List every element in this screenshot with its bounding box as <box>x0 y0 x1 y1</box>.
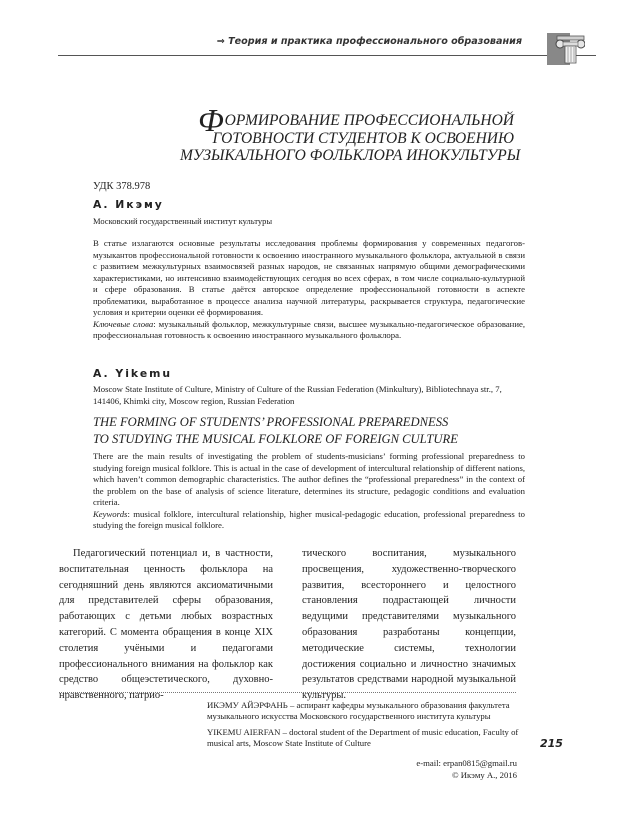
section-title: Теория и практика профессионального образования <box>228 36 522 47</box>
keywords-ru-label: Ключевые слова <box>93 318 154 329</box>
footnote-divider <box>59 692 516 693</box>
page-number: 215 <box>540 737 563 750</box>
keywords-en <box>93 509 525 532</box>
running-header <box>150 36 522 47</box>
title-en-line-2: TO STUDYING THE MUSICAL FOLKLORE OF FOREIGN CULTURE <box>93 432 458 446</box>
arrow-right-icon: ⇒ <box>216 36 225 47</box>
body-column-left: Педагогический потенциал и, в частности, воспитательная ценность фольклора на сегодняшний день являются аксиоматичными для представителей сферы образования, работающих с детьми любых возрастных категорий. С момента обращения в конце XIX столетия учёными и педагогами профессионального внимания на фольклор как средство общеэстетического, духовно-нравственного, патрио- <box>59 548 273 702</box>
article-title-en <box>93 414 525 448</box>
title-drop-initial: Ф <box>197 102 224 138</box>
column-capital-icon <box>545 32 585 66</box>
keywords-ru <box>93 319 525 342</box>
affiliation-en: Moscow State Institute of Culture, Ministry of Culture of the Russian Federation (Minkultury), Bibliotechnaya str., 7, 141406, Khimki city, Moscow region, Russian Federation <box>93 384 502 406</box>
abstract-en <box>93 451 525 532</box>
contact-email: e-mail: erpan0815@gmail.ru <box>416 758 517 768</box>
body-column-right: тического воспитания, музыкального просвещения, художественно-творческого развития, всестороннего и целостного становления подрастающей личности ведущими представителями музыкального образования разработаны концепции, методические системы, технологии достижения социально и личностно значимых результатов средствами народной музыкальной культуры. <box>302 548 516 702</box>
abstract-ru <box>93 238 525 342</box>
title-line-2: ГОТОВНОСТИ СТУДЕНТОВ К ОСВОЕНИЮ <box>212 129 514 147</box>
title-line-1-text: ОРМИРОВАНИЕ ПРОФЕССИОНАЛЬНОЙ <box>224 112 514 129</box>
author-name-ru: А. Икэму <box>93 198 164 211</box>
header-rule <box>58 55 596 56</box>
abstract-ru-text: В статье излагаются основные результаты исследования проблемы формирования у современных педагогов-музыкантов профессиональной готовности к освоению иностранного музыкального фольклора, актуальной в связи с развитием межкультурных взаимосвязей разных народов, не связанных напрямую общими демографическими характеристиками, но интенсивно взаимодействующих сегодня во всех сферах, в том числе социально-культурной и сфере образования. В статье даётся авторское определение профессиональной готовности в аспекте проблематики, выработанное в процессе анализа научной литературы, раскрывается структура, педагогические условия и критерии оценки её формирования. <box>93 238 525 317</box>
author-note-en: YIKEMU AIERFAN – doctoral student of the Department of music education, Faculty of musical arts, Moscow State Institute of Culture <box>207 727 519 749</box>
abstract-en-text: There are the main results of investigating the problem of students-musicians’ forming professional preparedness to studying foreign musical folklore. This is actual in the case of development of intercultural relationship of different nations, which haven’t common demographic characteristics. The author defines the “professional preparedness” in the context of the problem on the base of analysis of science literature, determines its structure, pedagogic conditions and evaluation criteria. <box>93 451 525 507</box>
keywords-en-label: Keywords <box>93 508 128 519</box>
affiliation-ru: Московский государственный институт культуры <box>93 216 273 226</box>
copyright-notice: © Икэму А., 2016 <box>452 770 517 780</box>
keywords-ru-text: : музыкальный фольклор, межкультурные связи, высшее музыкально-педагогическое образование, профессиональная готовность к освоению иностранного музыкального фольклора. <box>93 318 525 340</box>
article-title <box>180 102 521 165</box>
udc-code: УДК 378.978 <box>93 181 151 192</box>
title-en-line-1: THE FORMING OF STUDENTS’ PROFESSIONAL PREPAREDNESS <box>93 415 449 429</box>
keywords-en-text: : musical folklore, intercultural relationship, higher musical-pedagogic education, professional preparedness to studying the foreign musical folklore. <box>93 508 525 530</box>
title-line-3: МУЗЫКАЛЬНОГО ФОЛЬКЛОРА ИНОКУЛЬТУРЫ <box>180 147 521 164</box>
author-note-ru: ИКЭМУ АЙЭРФАНЬ – аспирант кафедры музыкального образования факультета музыкального искусства Московского государственного института культуры <box>207 700 510 722</box>
author-name-en: A. Yikemu <box>93 367 173 380</box>
